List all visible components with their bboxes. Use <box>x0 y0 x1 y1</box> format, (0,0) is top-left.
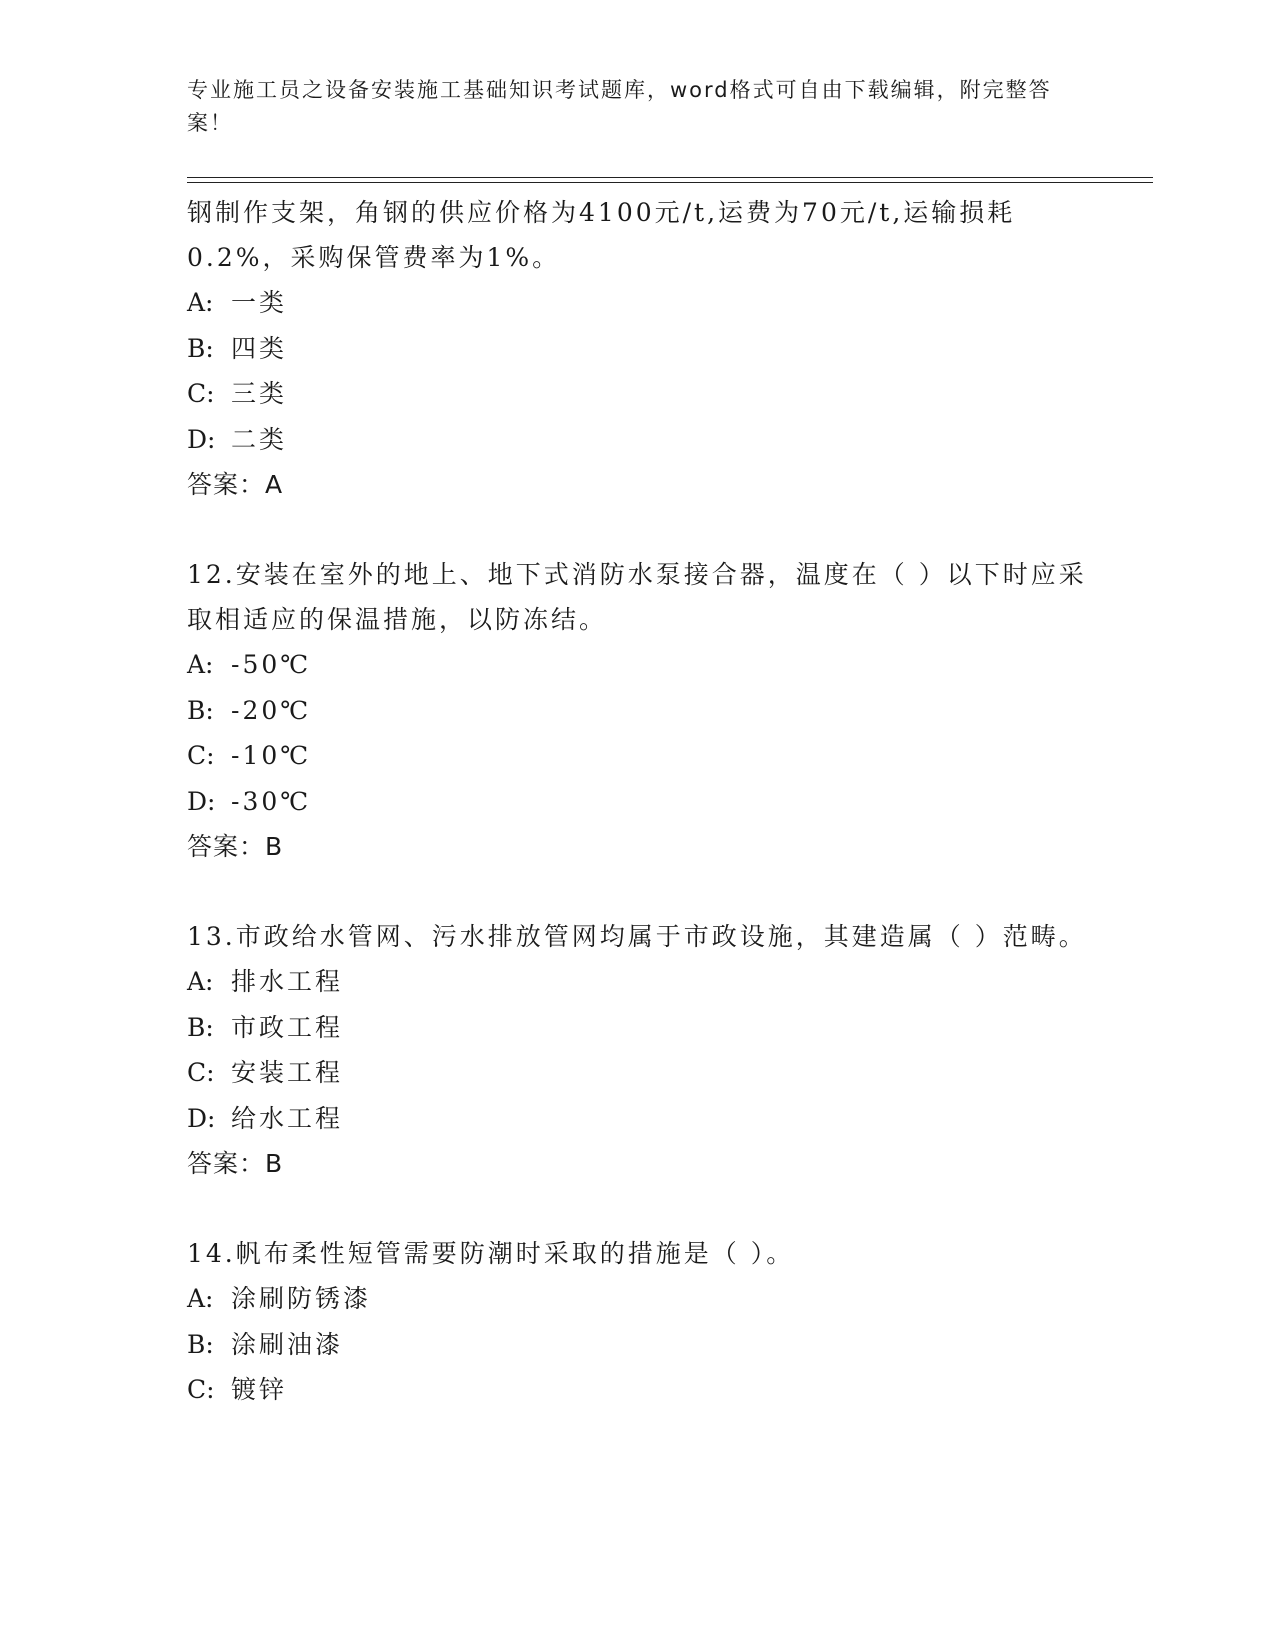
option-key: A: <box>187 1284 214 1313</box>
answer-line: 答案：B <box>187 1149 284 1178</box>
option-key: B: <box>187 695 214 725</box>
spacer <box>187 1186 1087 1231</box>
question-block <box>187 552 1087 869</box>
option-item <box>187 1050 1087 1096</box>
option-key: B: <box>187 1012 214 1042</box>
option-text: 涂刷油漆 <box>231 1329 344 1359</box>
spacer <box>187 507 1087 552</box>
option-item <box>187 371 1087 417</box>
option-key: D: <box>187 786 216 816</box>
option-text: 一类 <box>231 288 288 317</box>
option-item <box>187 1322 1087 1368</box>
question-text: 12.安装在室外的地上、地下式消防水泵接合器，温度在（ ）以下时应采取相适应的保温措施，以防冻结。 <box>187 560 1087 634</box>
question-text: 13.市政给水管网、污水排放管网均属于市政设施，其建造属（ ）范畴。 <box>187 922 1087 951</box>
answer-line: 答案：B <box>187 832 284 861</box>
option-key: A: <box>187 650 214 679</box>
option-text: 四类 <box>231 333 288 363</box>
option-key: D: <box>187 1103 216 1133</box>
question-block <box>187 914 1087 1186</box>
option-item <box>187 733 1087 779</box>
option-item <box>187 417 1087 463</box>
option-item <box>187 326 1087 372</box>
option-item <box>187 779 1087 825</box>
option-key: C: <box>187 741 215 770</box>
option-item <box>187 642 1087 688</box>
option-key: B: <box>187 1329 214 1359</box>
question-text: 14.帆布柔性短管需要防潮时采取的措施是（ ）。 <box>187 1239 795 1268</box>
option-text: 市政工程 <box>231 1012 344 1042</box>
option-key: B: <box>187 333 214 363</box>
option-text: 镀锌 <box>231 1375 288 1404</box>
question-list <box>187 190 1087 1413</box>
option-text: -10℃ <box>231 741 312 770</box>
option-key: D: <box>187 424 216 454</box>
option-item <box>187 1005 1087 1051</box>
question-block <box>187 190 1087 507</box>
option-key: C: <box>187 1375 215 1404</box>
option-item <box>187 1276 1087 1322</box>
question-block <box>187 1231 1087 1413</box>
option-key: A: <box>187 288 214 317</box>
header-divider-top <box>187 177 1153 178</box>
option-text: 给水工程 <box>231 1103 344 1133</box>
spacer <box>187 869 1087 914</box>
option-text: 排水工程 <box>231 967 344 996</box>
option-text: -30℃ <box>231 786 312 816</box>
option-text: 二类 <box>231 424 288 454</box>
option-key: C: <box>187 1058 215 1087</box>
option-item <box>187 280 1087 326</box>
option-item <box>187 1096 1087 1142</box>
option-item <box>187 688 1087 734</box>
document-header: 专业施工员之设备安装施工基础知识考试题库，word格式可自由下载编辑，附完整答案！ <box>187 78 1052 135</box>
answer-line: 答案：A <box>187 470 284 499</box>
option-text: 安装工程 <box>231 1058 344 1087</box>
option-text: -20℃ <box>231 695 312 725</box>
question-text: 钢制作支架，角钢的供应价格为4100元/t,运费为70元/t,运输损耗0.2%，采购保管费率为1%。 <box>187 198 1016 272</box>
option-item <box>187 959 1087 1005</box>
option-item <box>187 1367 1087 1413</box>
option-key: A: <box>187 967 214 996</box>
option-text: 三类 <box>231 379 288 408</box>
option-text: -50℃ <box>231 650 312 679</box>
option-text: 涂刷防锈漆 <box>231 1284 372 1313</box>
header-divider-bottom <box>187 182 1153 183</box>
option-key: C: <box>187 379 215 408</box>
